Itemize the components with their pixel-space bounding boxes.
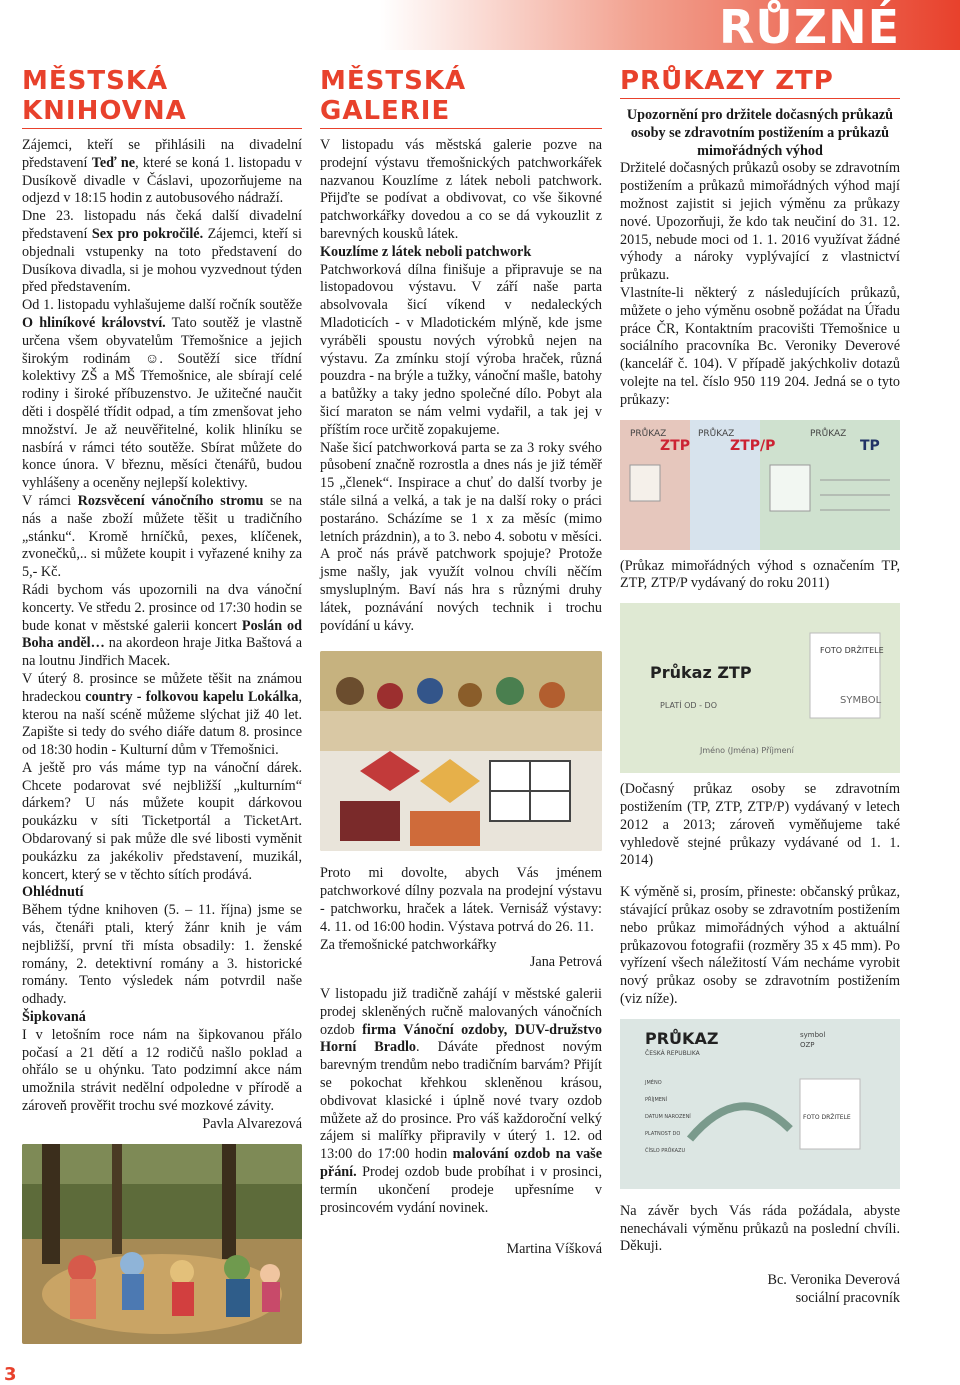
library-paragraph: A ještě pro vás máme typ na vánoční dárek. Chcete podarovat své nejbližší „kulturním“ dárkem? U nás můžete koupit dárkovou poukázku v síti Ticketportál a TicketArt. Obdarovaný si pak může dle své libosti vyměnit poukázku za jakékoliv představení, muzikál, koncert, který se v těchto sítích prodává.: [22, 759, 302, 883]
ztp-signature-role: sociální pracovník: [795, 1289, 900, 1306]
card-old-label: ZTP/P: [730, 437, 776, 454]
card-old-label: PRŮKAZ: [810, 428, 847, 439]
card-temp-title: Průkaz ZTP: [650, 663, 752, 683]
library-paragraph: Dne 23. listopadu nás čeká další divadelní představení Sex pro pokročilé. Zájemci, kteří si objednali vstupenky na toto představení do Dusíkova divadla, si je mohou vyzvednout týden před představením.: [22, 208, 302, 296]
card-old-label: PRŮKAZ: [630, 428, 667, 439]
gallery-paragraph: Naše šicí patchworková parta se za 3 roky svého působení značně rozrostla a dnes nás je již téměř 15 „členek“. Inspirace a chuť do další tvorby je stále silná a velká, a tak je na další roky o práci postaráno. Scházíme se 1 x za měsíc (mimo letních prázdnin), a to 3. nebo 4. sobotu v měsíci. A proč nás právě patchwork spojuje? Protože jsme našly, jak využít volnou chvíli něčím smysluplným. Baví nás hra s různými druhy látek, poznávání nových technik i trochu povídání u kávy.: [320, 439, 602, 634]
card-new: [620, 1019, 900, 1189]
library-photo: [22, 1144, 302, 1344]
card-new-symbol-label: symbol: [800, 1030, 826, 1039]
card-new-photo-label: FOTO DRŽITELE: [803, 1113, 851, 1121]
card-temp-symbol-label: SYMBOL: [840, 695, 882, 707]
card-new-row: ČÍSLO PRŮKAZU: [645, 1147, 686, 1154]
gallery-title: MĚSTSKÁ GALERIE: [320, 66, 602, 129]
page-number: 3: [4, 1364, 17, 1385]
card-old-label: PRŮKAZ: [698, 428, 735, 439]
ztp-signature-name: Bc. Veronika Deverová: [767, 1272, 900, 1289]
ztp-paragraph: Držitelé dočasných průkazů osoby se zdravotním postižením a průkazů mimořádných výhod mají možnost zajistit si jejich výměnu za průkazy nové. Upozorňuji, že kdo tak neučiní do 31. 12. 2015, nebude moci od 1. 1. 2016 využívat žádné výhody a nároky vyplývající z vlastnictví průkazu.: [620, 160, 900, 284]
card-new-row: PLATNOST DO: [645, 1130, 681, 1137]
card-old-label: TP: [860, 437, 880, 454]
gallery-paragraph: V listopadu vás městská galerie pozve na prodejní výstavu třemošnických patchworkářek nazvanou Kouzlíme z látek neboli patchwork. Přijďte se podívat a obdivovat, co vše šikovné patchworkářky dovedou a co se dá vykouzlit z barevných kousků látek.: [320, 137, 602, 242]
card-temp-caption: (Dočasný průkaz osoby se zdravotním postižením (TP, ZTP, ZTP/P) vydávaný v letech 2012 a 2013; zároveň vyměňujeme také vyhledově stejné průkazy vydávané od 1. 1. 2014): [620, 781, 900, 869]
library-column: [22, 66, 302, 1352]
gallery-column: [320, 66, 602, 1259]
card-new-title: PRŮKAZ: [645, 1028, 719, 1048]
gallery-paragraph: Proto mi dovolte, abych Vás jménem patchworkové dílny pozvala na prodejní výstavu - patchworku, hraček a látek. Vernisáž výstavy: 4. 11. od 16:00 hodin. Výstava potrvá do 26. 11.: [320, 865, 602, 935]
card-temp: [620, 603, 900, 773]
ztp-column: [620, 66, 900, 1308]
library-paragraph: V úterý 8. prosince se můžete těšit na známou hradeckou country - folkovou kapelu Lokálka, kterou na naší scéně můžeme slýchat již 40 let. Zapište si tedy do svého diáře datum 8. prosince od 18:30 hodin - Kulturní dům v Třemošnici.: [22, 670, 302, 759]
ztp-paragraph: Vlastníte-li některý z následujících průkazů, můžete o jeho výměnu osobně požádat na Úřadu práce ČR, Kontaktním pracovišti Třemošnice u sociálního pracovníka Bc. Veroniky Deverové (kancelář č. 104). V případě jakýchkoliv dotazů volejte na tel. číslo 950 119 204. Jedná se o tyto průkazy:: [620, 284, 900, 408]
ztp-paragraph: Na závěr bych Vás ráda požádala, abyste nenechávali výměnu průkazů na poslední chvíli. Děkuji.: [620, 1202, 900, 1255]
library-paragraph: Zájemci, kteří se přihlásili na divadelní představení Teď ne, které se koná 1. listopadu v Dusíkově divadle v Čáslavi, upozorňujeme na odjezd v 18:15 hodin z autobusového nádraží.: [22, 137, 302, 207]
gallery-paragraph: V listopadu již tradičně zahájí v městské galerii prodej skleněných ručně malovaných vánočních ozdob firma Vánoční ozdoby, DUV-družstvo Horní Bradlo. Dáváte přednost novým barevným trendům nebo tradičním barvám? Přijít se pokochat křehkou skleněnou krásou, obdivovat klasické i úplně nové tvary ozdob můžete až do prosince. Pro váš každoroční velký zájem si malířky připravily v úterý 1. 12. od 13:00 do 17:00 hodin malování ozdob na vaše přání. Prodej ozdob bude probíhat i v prosinci, termín ukončení prodeje upřesníme v prosincovém vydání novinek.: [320, 986, 602, 1216]
card-temp-name-label: Jméno (Jména) Příjmení: [700, 746, 794, 756]
ztp-notice: Upozornění pro držitele dočasných průkazů osoby se zdravotním postižením a průkazů mimořádných výhod: [626, 107, 894, 159]
gallery-photo: [320, 651, 602, 851]
library-heading: Ohlédnutí: [22, 884, 84, 901]
card-temp-valid-label: PLATÍ OD - DO: [660, 701, 717, 711]
card-new-country: ČESKÁ REPUBLIKA: [645, 1049, 700, 1057]
card-old-label: ZTP: [660, 437, 690, 454]
library-signature: Pavla Alvarezová: [202, 1115, 302, 1132]
card-old-caption: (Průkaz mimořádných výhod s označením TP, ZTP, ZTP/P vydávaný do roku 2011): [620, 557, 900, 592]
card-new-row: PŘÍJMENÍ: [645, 1096, 668, 1103]
card-new-row: JMÉNO: [645, 1079, 662, 1086]
ztp-paragraph: K výměně si, prosím, přineste: občanský průkaz, stávající průkaz osoby se zdravotním postižením nebo průkaz mimořádných výhod a aktuální průkazovou fotografii (rozměry 35 x 45 mm). Po vyřízení všech náležitostí Vám necháme vyrobit nový průkaz osoby se zdravotním postižením (viz níže).: [620, 884, 900, 1007]
gallery-signature: Jana Petrová: [529, 954, 602, 971]
card-new-row: DATUM NAROZENÍ: [645, 1113, 691, 1120]
library-heading: Šipkovaná: [22, 1009, 86, 1026]
card-old: [620, 420, 900, 550]
library-paragraph: V rámci Rozsvěcení vánočního stromu se na nás a naše zboží můžete těšit u tradičního „stánku“. Kromě hrníčků, pexes, klíčenek, zvonečků,.. si můžete koupit i vyřazené knihy za 5,- Kč.: [22, 492, 302, 581]
gallery-heading: Kouzlíme z látek neboli patchwork: [320, 243, 532, 260]
library-paragraph: Během týdne knihoven (5. – 11. října) jsme se vás, čtenáři ptali, který žánr knih je vám nejbližší, první tři místa obsadily: 1. ženské romány, 2. detektivní romány a 3. historické romány. Tento výsledek nám potvrdil naše odhady.: [22, 902, 302, 1008]
gallery-paragraph: Za třemošnické patchworkářky: [320, 936, 497, 953]
ztp-title: PRŮKAZY ZTP: [620, 66, 900, 99]
library-paragraph: Od 1. listopadu vyhlašujeme další ročník soutěže O hliníkové království. Tato soutěž je vlastně určena všem obyvatelům Třemošnice a jejich širokým rodinám ☺. Soutěží sice třídní kolektivy ZŠ a MŠ Třemošnice, ale sbírají celé rodiny i široké příbuzenstvo. Je užitečné naučit děti i dospělé třídit odpad, a tím zmenšovat jeho množství. Je až neuvěřitelné, kolik hliníku se nasbírá v rámci této soutěže. Sbírat můžete do konce února. V březnu, měsíci čtenářů, budou vyhlášeny a oceněny nejlepší kolektivy.: [22, 297, 302, 492]
section-title: RŮZNÉ: [718, 0, 900, 54]
card-new-symbol-value: OZP: [800, 1040, 815, 1049]
gallery-paragraph: Patchworková dílna finišuje a připravuje se na listopadovou výstavu. V září naše parta absolvovala šicí víkend v nedaleckých Mladoticích - v Mladotickém mlýně, kde jsme vyráběli spoustu nových výrobků nejen na výstavu. Za zmínku stojí výroba hraček, různá pouzdra - na brýle a tužky, vánoční mašle, batohy a batůžky a taky jedno společné dílo. Pobyt ala šicí maraton se nám velmi vydařil, a tak jej v příštím roce určitě zopakujeme.: [320, 261, 602, 438]
library-title: MĚSTSKÁ KNIHOVNA: [22, 66, 302, 129]
library-paragraph: I v letošním roce nám na šipkovanou přálo počasí a 21 dětí a 12 rodičů našlo poklad a ohřálo se u ohýnku. Tato podzimní akce nám umožnila strávit nedělní odpoledne v přírodě a zároveň prověřit trochu své mozkové závity.: [22, 1026, 302, 1115]
gallery-signature: Martina Víšková: [506, 1241, 602, 1258]
card-temp-photo-label: FOTO DRŽITELE: [820, 646, 884, 656]
library-paragraph: Rádi bychom vás upozornili na dva vánoční koncerty. Ve středu 2. prosince od 17:30 hodin se bude konat v městské galerii koncert Poslán od Boha anděl… na akordeon hraje Jitka Baštová a na loutnu Jindřich Macek.: [22, 581, 303, 670]
